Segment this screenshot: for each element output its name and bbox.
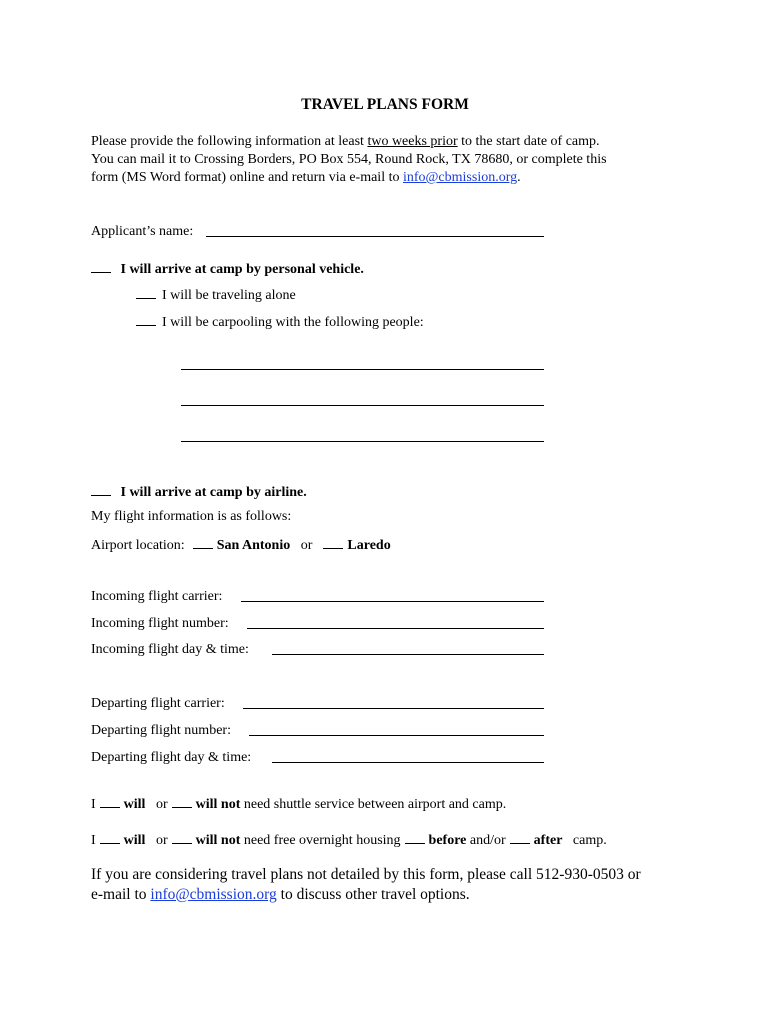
- intro-email-link[interactable]: info@cbmission.org: [402, 170, 518, 185]
- departing-daytime-label: Departing flight day & time:: [91, 750, 252, 765]
- intro-deadline: two weeks prior: [367, 134, 458, 149]
- housing-text: need free overnight housing: [243, 833, 401, 848]
- flight-info-label: My flight information is as follows:: [91, 509, 292, 524]
- housing-will-not-checkbox[interactable]: [172, 830, 192, 844]
- closing-line-1: If you are considering travel plans not detailed by this form, please call 512-930-0503 or: [91, 866, 641, 883]
- airport-location-row: [91, 535, 391, 554]
- housing-after-checkbox[interactable]: [510, 830, 530, 844]
- shuttle-or: or: [155, 797, 168, 812]
- alone-checkbox[interactable]: [136, 285, 156, 299]
- carpool-line-2[interactable]: [181, 405, 544, 406]
- shuttle-will-label: will: [123, 797, 146, 812]
- shuttle-text: need shuttle service between airport and camp.: [243, 797, 507, 812]
- shuttle-row: [91, 794, 506, 813]
- carpool-line-1[interactable]: [181, 369, 544, 370]
- departing-daytime-field[interactable]: [272, 762, 544, 763]
- closing-line-2: [91, 885, 470, 904]
- shuttle-will-not-label: will not: [195, 797, 241, 812]
- departing-carrier-label: Departing flight carrier:: [91, 696, 225, 711]
- san-antonio-checkbox[interactable]: [193, 535, 213, 549]
- intro-period: .: [517, 170, 521, 185]
- shuttle-will-checkbox[interactable]: [100, 794, 120, 808]
- carpool-label: I will be carpooling with the following people:: [162, 315, 424, 330]
- applicant-label: Applicant’s name:: [91, 224, 194, 239]
- intro-text-end: to the start date of camp.: [457, 134, 600, 149]
- intro-text: Please provide the following information at least: [91, 134, 368, 149]
- incoming-daytime-label: Incoming flight day & time:: [91, 642, 249, 657]
- alone-option: [136, 285, 296, 304]
- intro-text-3: form (MS Word format) online and return via e-mail to: [91, 170, 403, 185]
- vehicle-heading: I will arrive at camp by personal vehicle.: [120, 262, 364, 277]
- san-antonio-label: San Antonio: [216, 538, 291, 553]
- carpool-line-3[interactable]: [181, 441, 544, 442]
- housing-before-checkbox[interactable]: [405, 830, 425, 844]
- or-label: or: [300, 538, 313, 553]
- shuttle-i: I: [91, 797, 96, 812]
- housing-row: [91, 830, 607, 849]
- incoming-carrier-label: Incoming flight carrier:: [91, 589, 223, 604]
- housing-before-label: before: [428, 833, 467, 848]
- airline-heading: I will arrive at camp by airline.: [120, 485, 307, 500]
- intro-line-1: [91, 133, 600, 150]
- housing-will-not-label: will not: [195, 833, 241, 848]
- incoming-carrier-field[interactable]: [241, 601, 544, 602]
- housing-i: I: [91, 833, 96, 848]
- housing-or: or: [155, 833, 168, 848]
- departing-number-label: Departing flight number:: [91, 723, 231, 738]
- laredo-checkbox[interactable]: [323, 535, 343, 549]
- departing-carrier-field[interactable]: [243, 708, 544, 709]
- vehicle-checkbox[interactable]: [91, 259, 111, 273]
- laredo-label: Laredo: [347, 538, 391, 553]
- incoming-number-label: Incoming flight number:: [91, 616, 229, 631]
- vehicle-option: [91, 259, 364, 278]
- carpool-checkbox[interactable]: [136, 312, 156, 326]
- closing-text-end: to discuss other travel options.: [276, 886, 470, 903]
- closing-email-link[interactable]: info@cbmission.org: [150, 886, 277, 903]
- airline-option: [91, 482, 307, 501]
- departing-number-field[interactable]: [249, 735, 544, 736]
- housing-andor: and/or: [469, 833, 506, 848]
- intro-line-3: [91, 169, 521, 186]
- incoming-daytime-field[interactable]: [272, 654, 544, 655]
- shuttle-will-not-checkbox[interactable]: [172, 794, 192, 808]
- housing-camp: camp.: [572, 833, 607, 848]
- closing-text: e-mail to: [91, 886, 151, 903]
- carpool-option: [136, 312, 424, 331]
- incoming-number-field[interactable]: [247, 628, 544, 629]
- housing-will-label: will: [123, 833, 146, 848]
- applicant-name-field[interactable]: [206, 236, 544, 237]
- alone-label: I will be traveling alone: [162, 288, 296, 303]
- intro-line-2: You can mail it to Crossing Borders, PO Box 554, Round Rock, TX 78680, or complete this: [91, 152, 607, 167]
- airline-checkbox[interactable]: [91, 482, 111, 496]
- housing-after-label: after: [533, 833, 563, 848]
- airport-label: Airport location:: [91, 538, 185, 553]
- housing-will-checkbox[interactable]: [100, 830, 120, 844]
- form-title: TRAVEL PLANS FORM: [301, 96, 469, 113]
